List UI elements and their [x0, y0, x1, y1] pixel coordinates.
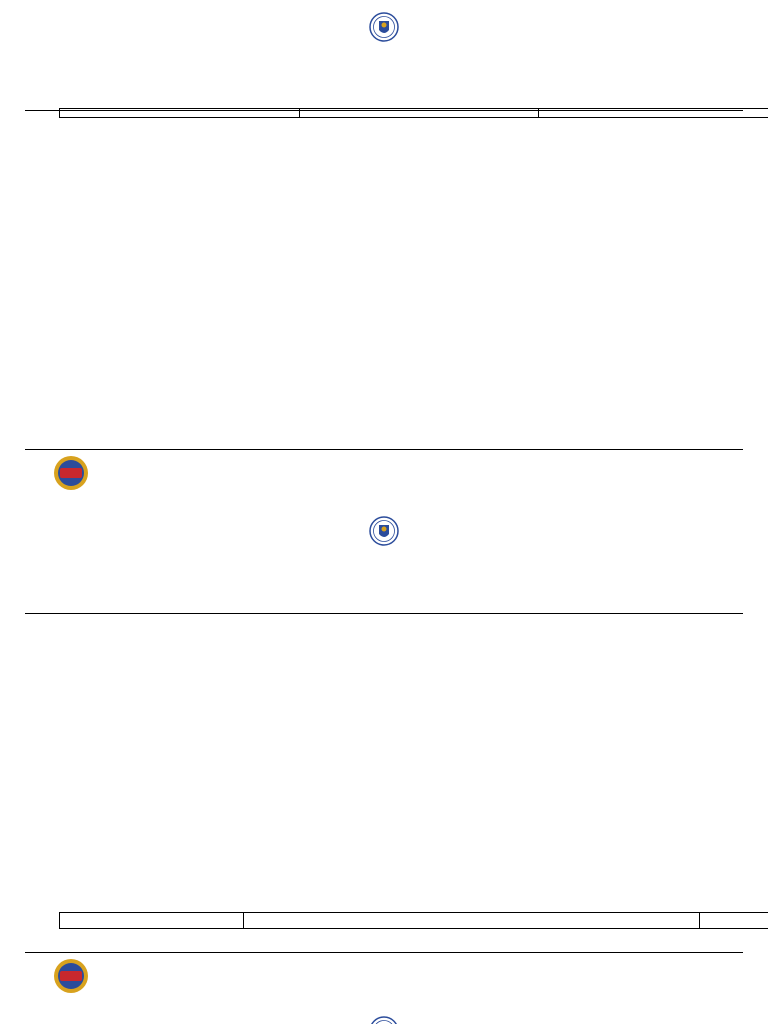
footer-rule-1	[25, 449, 743, 450]
deped-logo-icon	[52, 958, 90, 994]
letter-name-title	[299, 109, 539, 118]
header-extra-cell	[539, 109, 768, 118]
letter-name-title	[244, 913, 700, 929]
letter-name-summary-table	[59, 912, 768, 929]
deped-seal-3	[369, 1016, 399, 1024]
name-column-header	[60, 109, 300, 118]
letter-recognition-table-1	[59, 108, 768, 118]
name-column-header	[60, 913, 244, 929]
footer-rule-2	[25, 952, 743, 953]
deped-logo-icon	[52, 455, 90, 491]
deped-seal-1	[369, 12, 399, 42]
header-rule-2	[25, 613, 743, 614]
deped-seal-2	[369, 516, 399, 546]
header-extra-cell	[700, 913, 768, 929]
